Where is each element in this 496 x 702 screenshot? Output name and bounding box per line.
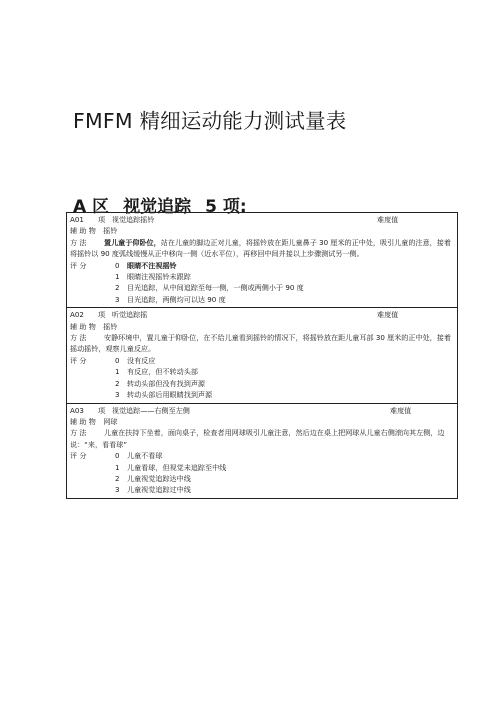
method-text: 站在儿童的脚边正对儿童，将摇铃放在距儿童鼻子 30 厘米的正中处，吸引儿童的注意，接着将摇铃以 90 度弧线缓慢从正中移向一侧（近水平位），再移回中间并接以上步骤测试另一侧。	[70, 237, 451, 259]
score-row	[70, 389, 457, 400]
score-description: 没有反应	[127, 355, 156, 365]
score-value: 3	[115, 390, 120, 400]
item-header	[67, 214, 457, 225]
item-name-cell	[98, 309, 377, 320]
item-name-cell	[98, 405, 390, 416]
test-item-a02	[67, 308, 457, 403]
tool-row	[67, 225, 457, 236]
tool-label: 辅 助 物	[70, 321, 96, 331]
method-emphasis: 置儿童于仰卧位，	[104, 237, 161, 247]
score-description: 目光追踪，两侧均可以达 90 度	[127, 294, 226, 304]
score-label: 评 分	[70, 260, 87, 270]
score-value: 0	[115, 451, 120, 461]
item-code: A01	[70, 215, 84, 224]
score-description: 眼睛不注视摇铃	[127, 260, 177, 270]
score-value: 0	[115, 260, 120, 270]
score-value: 1	[115, 272, 120, 282]
difficulty-label: 难度值	[377, 215, 399, 224]
score-list	[67, 450, 457, 496]
score-value: 1	[115, 462, 120, 472]
method-label: 方 法	[70, 333, 87, 343]
score-row	[70, 484, 457, 495]
tool-label: 辅 助 物	[70, 226, 96, 236]
score-value: 3	[115, 485, 120, 495]
item-header	[67, 309, 457, 320]
score-row	[70, 473, 457, 484]
score-description: 转动头部但没有找到声源	[127, 378, 206, 388]
item-header	[67, 405, 457, 416]
section-count: 5 项:	[205, 197, 247, 217]
score-row	[70, 294, 457, 305]
item-code: A02	[70, 310, 84, 320]
score-value: 0	[115, 355, 120, 365]
difficulty-label: 难度值	[390, 405, 412, 415]
score-description: 儿童视觉追踪过中线	[127, 485, 191, 495]
score-row	[70, 260, 457, 271]
method-row	[67, 332, 457, 355]
item-code: A03	[70, 405, 84, 415]
tool-value: 网球	[103, 416, 118, 426]
tool-value: 摇铃	[103, 321, 118, 331]
score-value: 3	[115, 294, 120, 304]
score-row	[70, 378, 457, 389]
score-value: 1	[115, 367, 120, 377]
document-title: FMFM 精细运动能力测试量表	[73, 109, 347, 133]
score-list	[67, 260, 457, 306]
score-list	[67, 355, 457, 401]
score-row	[70, 282, 457, 293]
score-value: 2	[115, 473, 120, 483]
items-table	[66, 212, 458, 499]
score-description: 儿童看球，但视觉未追踪至中线	[127, 462, 227, 472]
tool-row	[67, 416, 457, 427]
item-word: 项	[98, 405, 106, 415]
item-name: 听觉追踪摇	[111, 310, 148, 320]
tool-value: 摇铃	[103, 226, 118, 236]
method-label: 方 法	[70, 428, 87, 438]
score-description: 儿童不看球	[127, 451, 163, 461]
score-description: 目光追踪，从中间追踪至每一侧，一侧或两侧小于 90 度	[127, 283, 304, 293]
method-row	[67, 427, 457, 450]
score-description: 有反应，但不转动头部	[127, 367, 198, 377]
test-item-a01	[67, 213, 457, 308]
test-item-a03	[67, 404, 457, 498]
section-zone: A 区	[73, 197, 110, 217]
tool-label: 辅 助 物	[70, 416, 96, 426]
item-name-cell	[98, 214, 377, 225]
difficulty-label: 难度值	[377, 310, 399, 320]
score-row	[70, 366, 457, 377]
item-word: 项	[98, 310, 106, 320]
score-label: 评 分	[70, 355, 87, 365]
method-label: 方 法	[70, 237, 87, 247]
score-value: 2	[115, 283, 120, 293]
score-value: 2	[115, 378, 120, 388]
score-row	[70, 450, 457, 461]
section-name: 视觉追踪	[123, 197, 192, 217]
score-row	[70, 462, 457, 473]
item-name: 视觉追踪——右侧至左侧	[111, 405, 190, 415]
item-word: 项	[98, 215, 106, 224]
method-text: 儿童在扶持下坐着，面向桌子，检查者用网球吸引儿童注意，然后边在桌上把网球从儿童右侧滚向其左侧，边说：“来，看看球”	[70, 428, 445, 449]
score-row	[70, 355, 457, 366]
tool-row	[67, 321, 457, 332]
method-row	[67, 237, 457, 260]
item-name: 视觉追踪摇铃	[111, 215, 155, 224]
score-description: 眼睛注视摇铃未跟踪	[127, 272, 191, 282]
score-label: 评 分	[70, 451, 87, 461]
score-row	[70, 271, 457, 282]
score-description: 转动头部后用眼睛找到声源	[127, 390, 213, 400]
method-text: 安静环境中，置儿童于仰卧位，在不给儿童看到摇铃的情况下，将摇铃放在距儿童耳部 30 厘米的正中处，接着摇动摇铃，观察儿童反应。	[70, 333, 451, 354]
score-description: 儿童视觉追踪达中线	[127, 473, 191, 483]
